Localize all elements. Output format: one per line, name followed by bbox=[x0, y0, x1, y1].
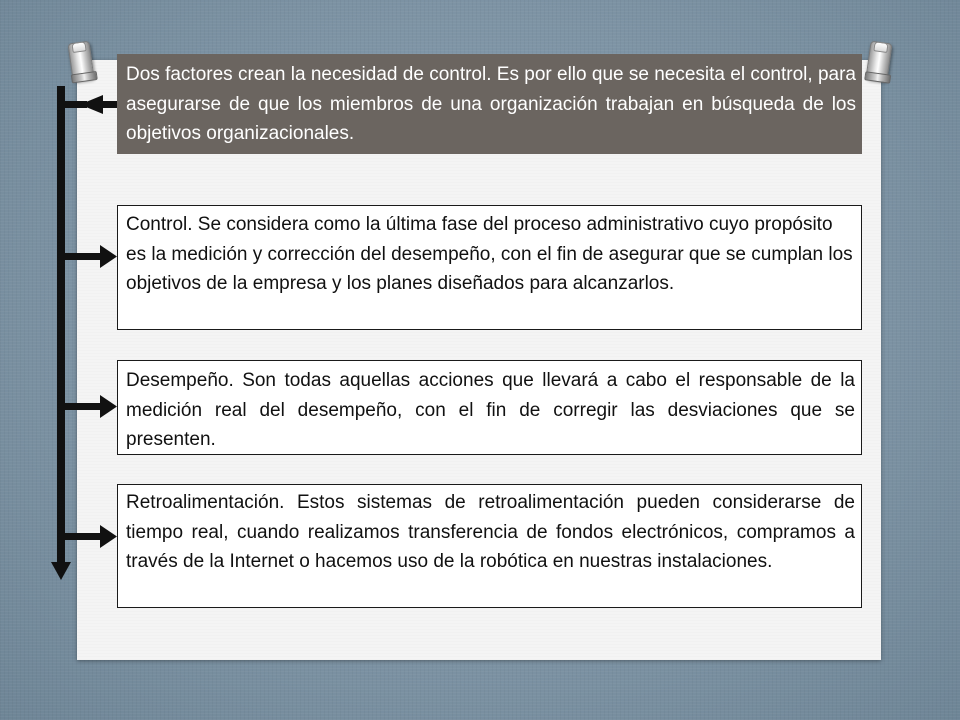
retroalimentacion-box bbox=[117, 484, 862, 608]
header-text: Dos factores crean la necesidad de control. Es por ello que se necesita el control, para asegurarse de que los miembros de una organización trabajan en búsqueda de los objetivos organizacionales. bbox=[126, 64, 856, 144]
control-text: Control. Se considera como la última fase del proceso administrativo cuyo propósito es la medición y corrección del desempeño, con el fin de asegurar que se cumplan los objetivos de la empresa y los planes diseñados para alcanzarlos. bbox=[126, 214, 853, 294]
header-box bbox=[117, 54, 862, 154]
pushpin-icon bbox=[67, 41, 94, 82]
timeline-spine bbox=[57, 86, 65, 564]
control-box bbox=[117, 205, 862, 330]
retroalimentacion-text: Retroalimentación. Estos sistemas de retroalimentación pueden considerarse de tiempo real, cuando realizamos transferencia de fondos electrónicos, compramos a través de la Internet o hacemos uso de la robótica en nuestras instalaciones. bbox=[126, 492, 855, 572]
arrow-down-icon bbox=[51, 562, 71, 580]
desempeno-box bbox=[117, 360, 862, 455]
pushpin-icon bbox=[865, 41, 892, 82]
desempeno-text: Desempeño. Son todas aquellas acciones que llevará a cabo el responsable de la medición real del desempeño, con el fin de corregir las desviaciones que se presenten. bbox=[126, 370, 855, 450]
